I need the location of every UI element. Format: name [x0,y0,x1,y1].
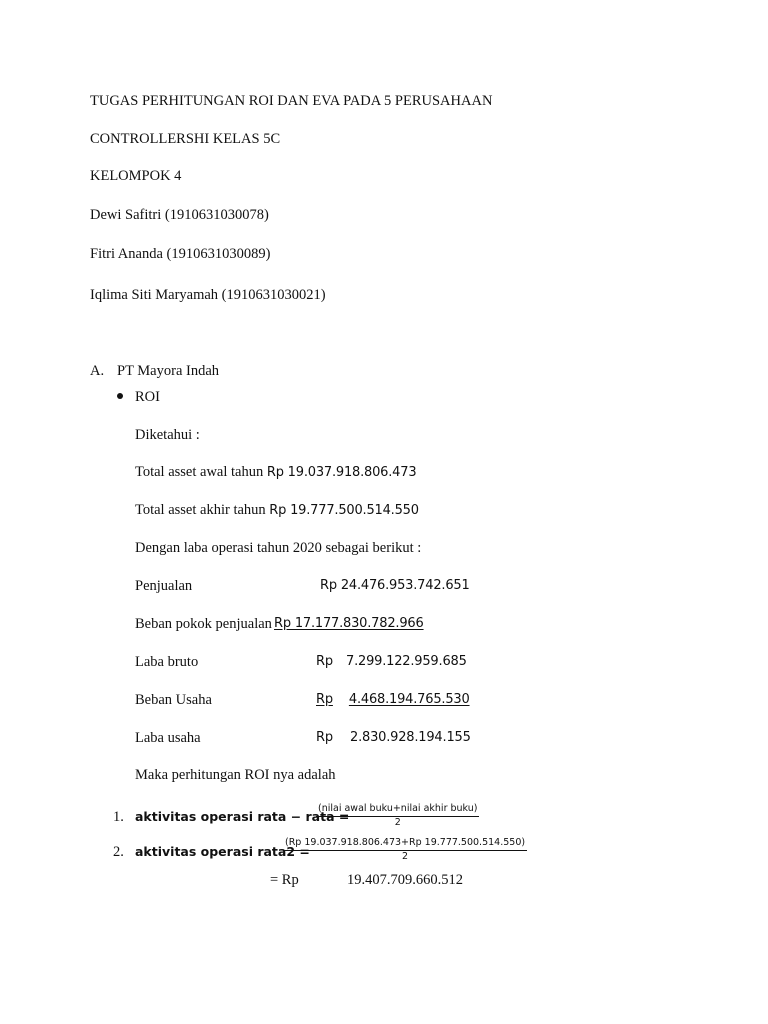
income-row-currency: Rp [316,654,333,669]
asset-start-label: Total asset awal tahun [135,464,267,480]
asset-start-line [135,463,416,482]
formula-label-text: aktivitas operasi rata2 = [135,844,310,859]
section-marker: A. [90,363,105,379]
income-row-underlined [316,691,470,709]
income-row-label: Beban Usaha [135,692,212,708]
formula-fraction [283,837,527,863]
document-title: TUGAS PERHITUNGAN ROI DAN EVA PADA 5 PERUSAHAAN [90,93,493,109]
income-row-value: Rp 24.476.953.742.651 [320,578,470,593]
result-value: 19.407.709.660.512 [347,872,463,888]
income-row-value: 4.468.194.765.530 [348,692,470,707]
income-row-label: Laba usaha [135,730,201,746]
asset-end-label: Total asset akhir tahun [135,502,270,518]
formula-denominator: 2 [394,817,401,828]
formula-numerator: (Rp 19.037.918.806.473+Rp 19.777.500.514.550) [283,837,527,851]
income-row-value: 7.299.122.959.685 [346,654,467,669]
known-label: Diketahui : [135,427,200,443]
formula-numerator: (nilai awal buku+nilai akhir buku) [316,803,479,817]
formula-label-text: aktivitas operasi rata − rata = [135,809,350,824]
income-row-value: Rp 17.177.830.782.966 [274,616,424,631]
income-row-value: 2.830.928.194.155 [350,730,471,745]
asset-end-line [135,501,419,520]
bullet-icon [117,393,123,399]
formula-number: 1. [113,809,124,825]
group-line: KELOMPOK 4 [90,168,182,184]
income-row-currency: Rp [316,692,333,707]
asset-end-value: Rp 19.777.500.514.550 [269,503,419,518]
class-line: CONTROLLERSHI KELAS 5C [90,131,281,147]
result-prefix: = Rp [270,872,299,888]
roi-bullet-label: ROI [135,389,160,405]
roi-intro: Maka perhitungan ROI nya adalah [135,767,336,783]
member-3: Iqlima Siti Maryamah (1910631030021) [90,287,326,303]
formula-denominator: 2 [402,851,409,862]
income-row-label: Penjualan [135,578,193,594]
formula-fraction [316,803,479,829]
income-row-label: Beban pokok penjualan [135,616,272,632]
member-1: Dewi Safitri (1910631030078) [90,207,269,223]
operating-profit-intro: Dengan laba operasi tahun 2020 sebagai berikut : [135,540,422,556]
member-2: Fitri Ananda (1910631030089) [90,246,271,262]
income-row-currency: Rp [316,730,333,745]
company-name: PT Mayora Indah [117,363,220,379]
asset-start-value: Rp 19.037.918.806.473 [266,465,417,480]
formula-number: 2. [113,844,124,860]
income-row-label: Laba bruto [135,654,199,670]
